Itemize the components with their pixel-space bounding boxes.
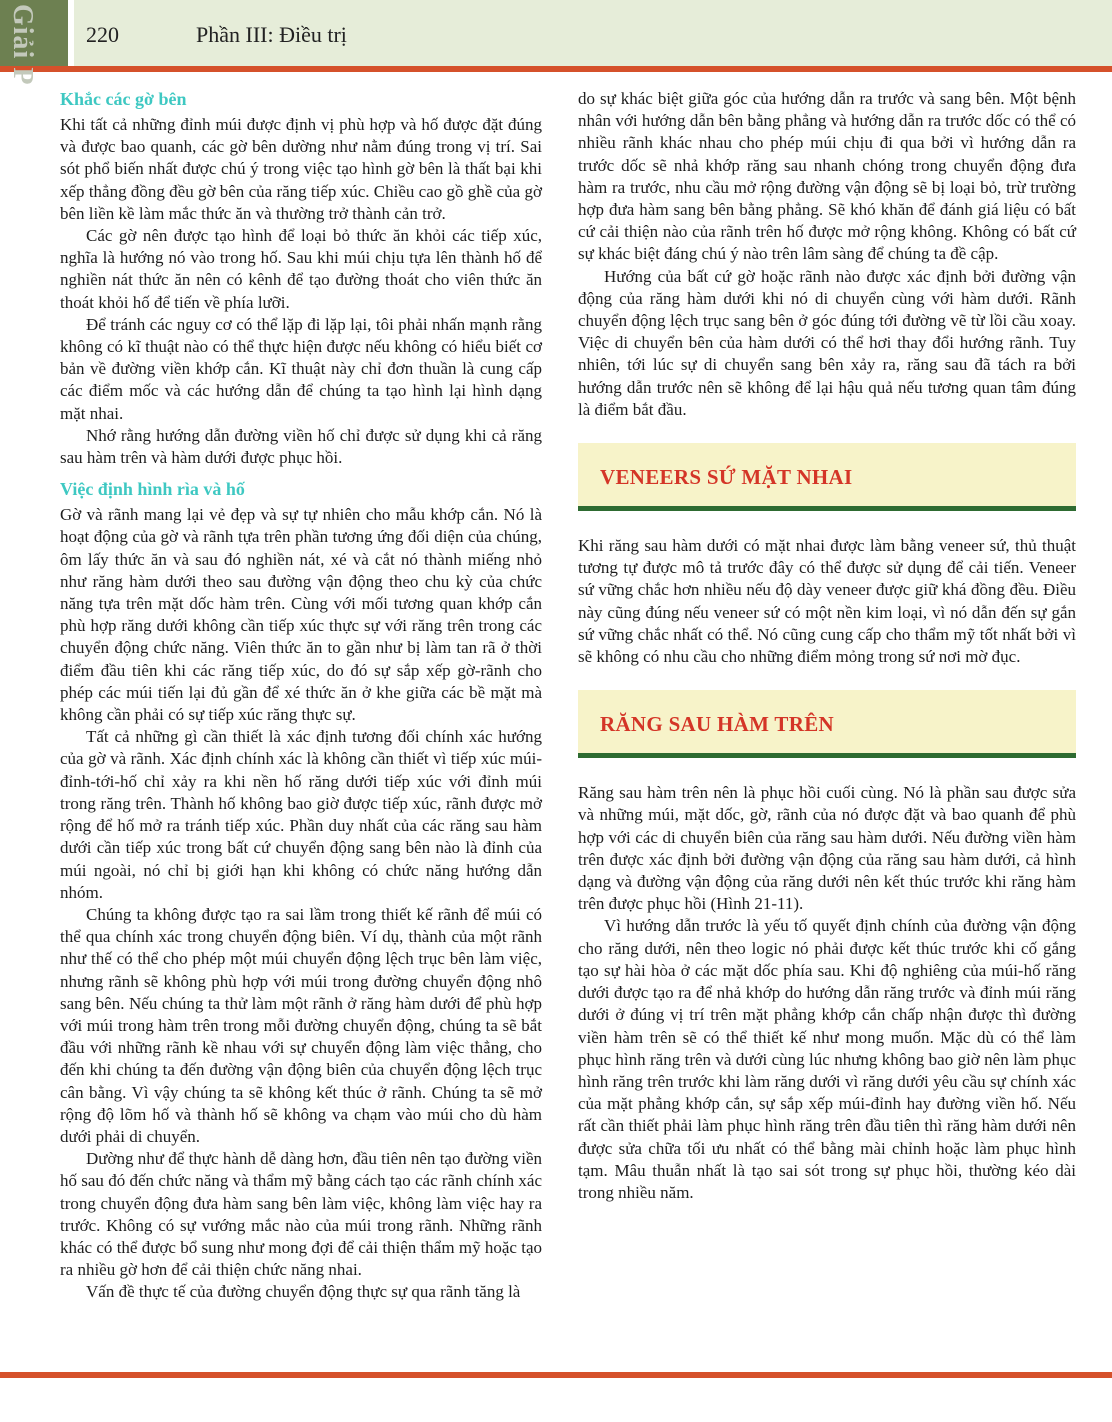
side-tab-label: Giải P — [7, 4, 38, 86]
callout-title: VENEERS SỨ MẶT NHAI — [600, 465, 853, 490]
paragraph: Khi răng sau hàm dưới có mặt nhai được làm bằng veneer sứ, thủ thuật tương tự được mô tả trước đây có thể được sử dụng để cải tiến. Veneer sứ vững chắc hơn nhiều nếu độ dày veneer được giữ khá đồng đều. Điều này cũng đúng nếu veneer sứ có một nền kim loại, vì nó dẫn đến sự gắn sứ vững chắc nhất có thể. Nó cũng cung cấp cho thẩm mỹ tốt nhất bởi vì sẽ không có nhu cầu cho những điểm mỏng trong sứ nơi mờ đục. — [578, 536, 1076, 667]
paragraph: Vì hướng dẫn trước là yếu tố quyết định chính của đường vận động cho răng dưới, nên theo logic nó phải được kết thúc trước khi cố gắng tạo sự hài hòa ở các mặt dốc phía sau. Khi độ nghiêng của múi-hố răng dưới được tạo ra để nhả khớp do hướng dẫn răng trước và đỉnh múi răng dưới ở đúng vị trí trên mặt phẳng khớp cắn chấp nhận được thì đường viền hàm trên sẽ có thể thiết kế như mong muốn. Mặc dù có thể làm phục hình răng trên và dưới cùng lúc nhưng không bao giờ nên làm phục hình răng trên trước khi làm răng dưới vì răng dưới yêu cầu sự chính xác của mặt phẳng khớp cắn, sự sắp xếp múi-đỉnh hay đường viền hố. Nếu rất cần thiết phải làm phục hình răng trên đầu tiên thì răng hàm dưới nên được sửa chữa tối ưu nhất có thể bằng mài chỉnh hoặc làm phục hình tạm. Mâu thuẫn nhất là tạo sai sót trong sự phục hồi, thường kéo dài trong nhiều năm. — [578, 916, 1076, 1202]
page-number: 220 — [86, 22, 119, 47]
left-column — [60, 88, 542, 1304]
callout-title: RĂNG SAU HÀM TRÊN — [600, 712, 834, 737]
paragraph: Khi tất cả những đỉnh múi được định vị phù hợp và hố được đặt đúng và được bao quanh, các gờ bên dường như nằm đúng trong vị trí. Sai sót phổ biến nhất được chú ý trong việc tạo hình gờ bên là thất bại khi xếp thẳng đồng đều gờ bên của răng tiếp xúc. Chiều cao gồ ghề của gờ bên liền kề làm mắc thức ăn và thường trở thành cản trở. — [60, 115, 542, 223]
paragraph: Tất cả những gì cần thiết là xác định tương đối chính xác hướng của gờ và rãnh. Xác định chính xác là không cần thiết vì tiếp xúc múi-đỉnh-tới-hố chỉ xảy ra khi nền hố răng dưới tiếp xúc với đỉnh múi trong răng trên. Thành hố không bao giờ được tiếp xúc, rãnh được mở rộng để hố mở ra tránh tiếp xúc. Phần duy nhất của các răng sau hàm dưới cần tiếp xúc trong bất cứ chuyển động sang bên nào là đỉnh của múi ngoài, nó chỉ bị giới hạn khi không có chức năng hướng dẫn nhóm. — [60, 727, 542, 902]
right-column — [578, 88, 1076, 1204]
paragraph: Chúng ta không được tạo ra sai lầm trong thiết kế rãnh để múi có thể qua chính xác trong chuyển động biên. Ví dụ, thành của một rãnh như thế có thể cho phép một múi chuyển động lệch trục bên làm việc, nhưng rãnh sẽ không phù hợp với múi trong đường chuyển động nhô sang bên. Nếu chúng ta thử làm một rãnh ở răng hàm dưới để phù hợp với múi trong hàm trên trong mỗi đường chuyển động, chúng ta sẽ bắt đầu với những rãnh kề nhau với sự chuyển động làm việc thẳng, cho đến khi chúng ta đến đường vận động biên của chuyển động lệch trục cân bằng. Vì vậy chúng ta sẽ không kết thúc ở rãnh. Chúng ta sẽ mở rộng độ lõm hố và thành hố sẽ không va chạm vào múi cho dù hàm dưới phải di chuyển. — [60, 904, 542, 1146]
paragraph: Dường như để thực hành dễ dàng hơn, đầu tiên nên tạo đường viền hố sau đó đến chức năng và thẩm mỹ bằng cách tạo các rãnh chính xác trong chuyển động đưa hàm sang bên làm việc, không làm việc hay ra trước. Không có sự vướng mắc nào của múi trong rãnh. Những rãnh khác có thể được bổ sung như mong đợi để cải thiện thẩm mỹ hoặc tạo ra nhiều gờ hơn để cải thiện chức năng nhai. — [60, 1149, 542, 1280]
paragraph: Nhớ rằng hướng dẫn đường viền hố chỉ được sử dụng khi cả răng sau hàm trên và hàm dưới được phục hồi. — [60, 425, 542, 468]
paragraph: Vấn đề thực tế của đường chuyển động thực sự qua rãnh tăng là — [86, 1282, 521, 1302]
paragraph: Răng sau hàm trên nên là phục hồi cuối cùng. Nó là phần sau được sửa và những múi, mặt dốc, gờ, rãnh của nó được đặt và bao quanh để phù hợp với các di chuyển biên của răng sau hàm dưới. Nếu đường viền hàm trên được xác định bởi đường vận động của răng sau hàm dưới, cả hình dạng và đường vận động của răng dưới nên kết thúc trước khi răng hàm trên được phục hồi (Hình 21-11). — [578, 783, 1076, 914]
running-header-title: Phần III: Điều trị — [196, 22, 347, 47]
callout-veneers-su-mat-nhai — [578, 443, 1076, 511]
section-heading-viec-dinh-hinh-ria-va-ho: Việc định hình rìa và hố — [60, 479, 245, 500]
paragraph: Hướng của bất cứ gờ hoặc rãnh nào được xác định bởi đường vận động của răng hàm dưới khi nó di chuyển cùng với hàm dưới. Rãnh chuyển động lệch trục sang bên ở góc đúng tới đường vẽ từ lồi cầu xoay. Việc di chuyển bên của hàm dưới có thể hơi thay đổi hướng rãnh. Tuy nhiên, tới lúc sự di chuyển sang bên xảy ra, răng sau đã tách ra bởi hướng dẫn trước nên sẽ không để lại hậu quả nếu tương quan tâm đúng là điểm bắt đầu. — [578, 266, 1076, 419]
header-rule — [0, 66, 1112, 72]
paragraph: do sự khác biệt giữa góc của hướng dẫn ra trước và sang bên. Một bệnh nhân với hướng dẫn bên bằng phẳng và hướng dẫn ra trước dốc có thể có nhiều rãnh khác nhau cho phép múi chịu đi qua bởi vì hướng dẫn ra trước dốc sẽ nhả khớp răng sau nhanh chóng trong chuyển động đưa hàm ra trước, nhu cầu mở rộng đường vận động sẽ bị loại bỏ, trừ trường hợp đưa hàm sang bên bằng phẳng. Sẽ khó khăn để đánh giá liệu có bất cứ cải thiện nào của rãnh trên hố được mở rộng không. Không có bất cứ sự khác biệt đáng chú ý nào trên lâm sàng để chúng ta đề cập. — [578, 89, 1076, 264]
section-heading-khac-cac-go-ben: Khắc các gờ bên — [60, 89, 187, 109]
paragraph: Để tránh các nguy cơ có thể lặp đi lặp lại, tôi phải nhấn mạnh rằng không có kĩ thuật nào có thể thực hiện được nếu không có hiểu biết cơ bản về đường viền khớp cắn. Kĩ thuật này chỉ đơn thuần là cung cấp các điểm mốc và các hướng dẫn để chúng ta tạo hình lại hình dạng mặt nhai. — [60, 314, 542, 423]
paragraph: Gờ và rãnh mang lại vẻ đẹp và sự tự nhiên cho mẫu khớp cắn. Nó là hoạt động của gờ và rãnh tựa trên phần tương ứng đối diện của chúng, ôm lấy thức ăn và sau đó nghiền nát, xé và cắt nó thành miếng nhỏ như răng hàm dưới theo sau đường vận động theo chu kỳ của chức năng tựa trên mặt dốc hàm trên. Cùng với mối tương quan khớp cắn phù hợp răng dưới không cần tiếp xúc thực sự với răng trên trong các chuyển động chức năng. Viên thức ăn to gần như bị làm tan rã ở thời điểm đầu tiên khi các răng tiếp xúc, do đó sự sắp xếp gờ-rãnh cho phép các múi tiến lại đủ gần để xé thức ăn ở khe giữa các bề mặt mà không cần phải có sự tiếp xúc răng thực sự. — [60, 505, 542, 725]
callout-rang-sau-ham-tren — [578, 690, 1076, 758]
paragraph: Các gờ nên được tạo hình để loại bỏ thức ăn khỏi các tiếp xúc, nghĩa là hướng nó vào trong hố. Sau khi múi chịu tựa lên thành hố để nghiền nát thức ăn nên có kênh để tạo đường thoát cho viên thức ăn thoát khỏi hố để tiến về phía lưỡi. — [60, 226, 542, 312]
footer-rule — [0, 1372, 1112, 1378]
